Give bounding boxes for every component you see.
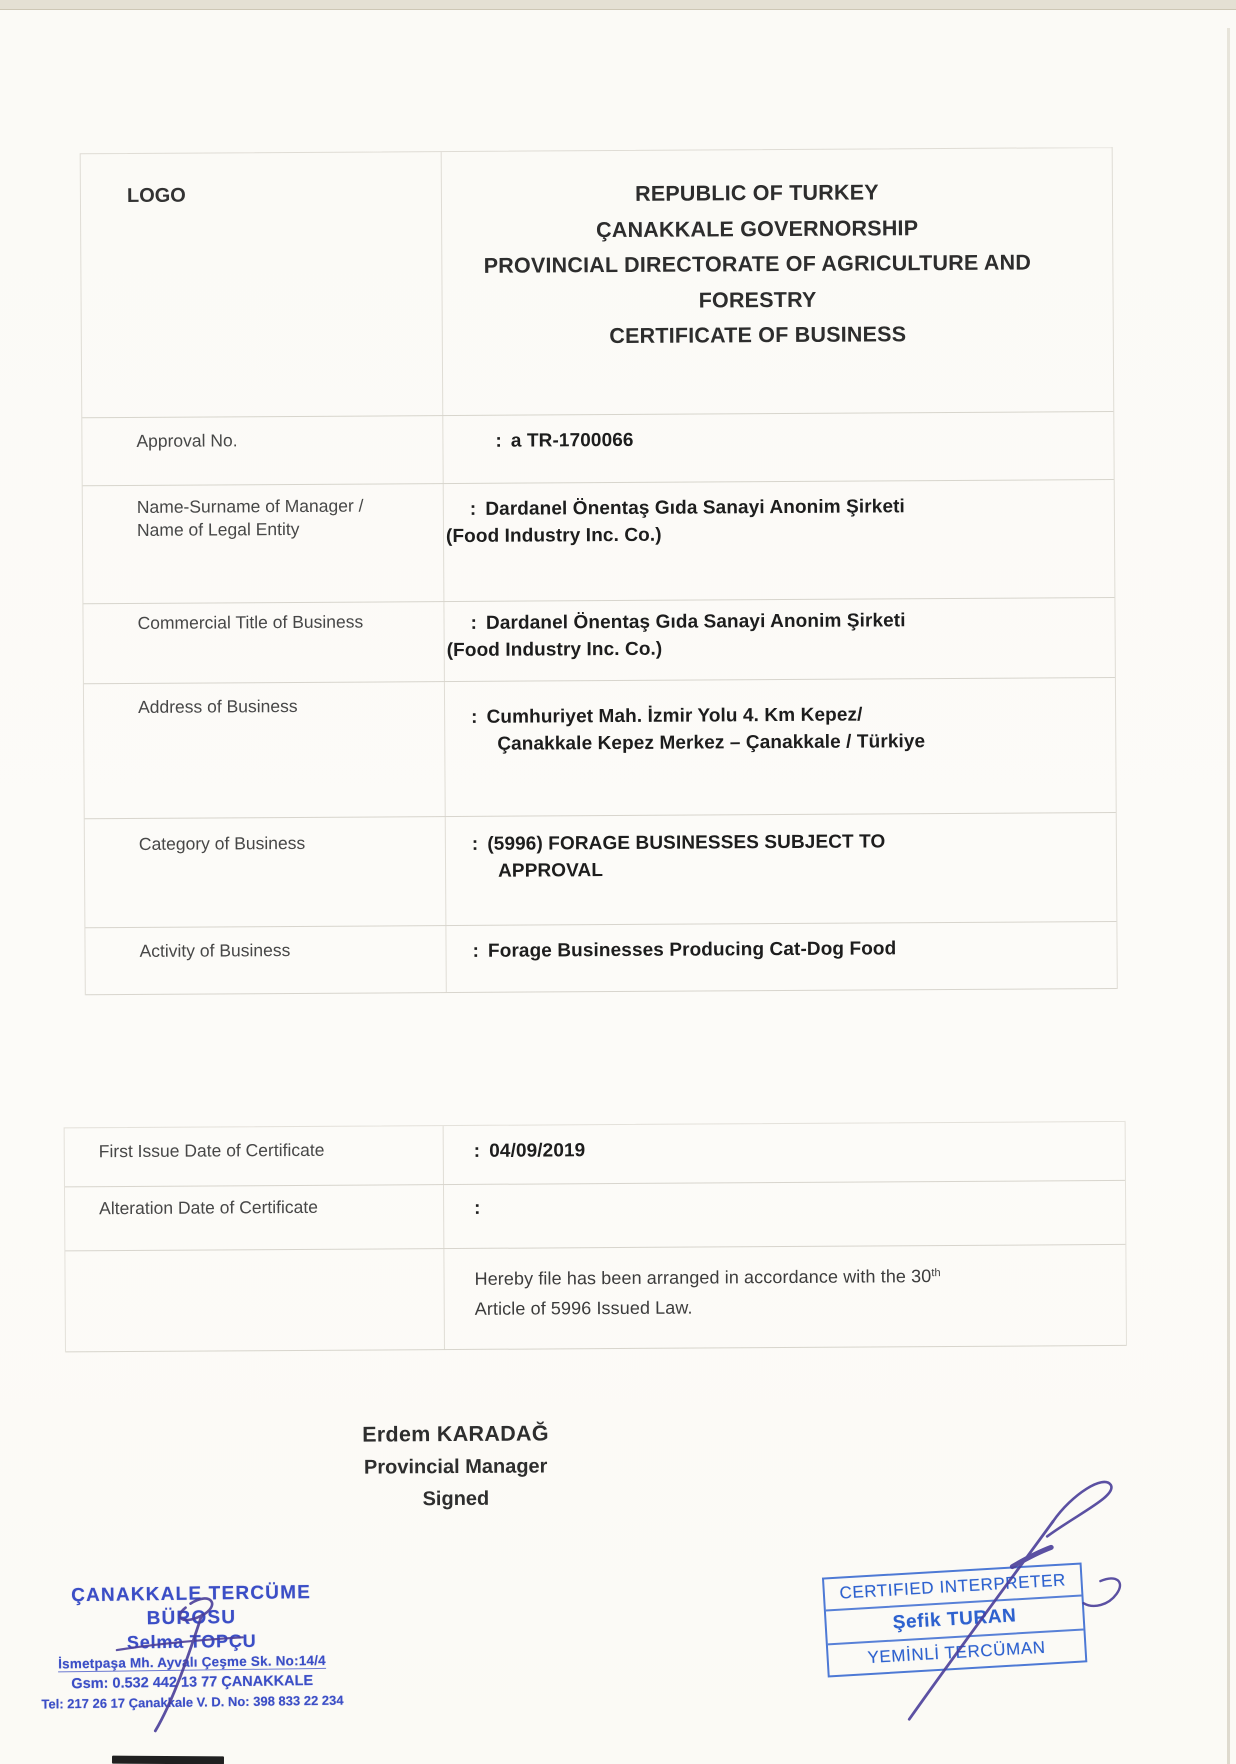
field-row-category xyxy=(85,813,1117,928)
logo-placeholder: LOGO xyxy=(126,184,186,207)
field-label: Commercial Title of Business xyxy=(137,611,364,633)
legal-note-cell xyxy=(443,1245,1126,1349)
field-value-text: Dardanel Önentaş Gıda Sanayi Anonim Şirketi xyxy=(485,496,905,520)
field-value-text: APPROVAL xyxy=(498,860,604,882)
field-value-text: (5996) FORAGE BUSINESSES SUBJECT TO xyxy=(487,831,886,855)
field-row-address xyxy=(84,678,1116,819)
document-title xyxy=(441,148,1114,415)
translator-gsm: Gsm: 0.532 442 13 77 ÇANAKKALE xyxy=(71,1673,314,1693)
translator-address-text: İsmetpaşa Mh. Ayvalı Çeşme Sk. No:14/4 xyxy=(58,1652,326,1672)
field-label: Address of Business xyxy=(137,695,298,717)
colon: : xyxy=(472,940,480,962)
legal-note xyxy=(474,1257,1119,1324)
translator-name: Selma TOPÇU xyxy=(126,1630,257,1653)
field-row-activity xyxy=(85,922,1116,995)
colon: : xyxy=(495,430,502,452)
ordinal-superscript: th xyxy=(931,1267,941,1280)
field-label: First Issue Date of Certificate xyxy=(98,1139,325,1162)
field-label: Category of Business xyxy=(138,832,306,854)
colon: : xyxy=(470,612,478,634)
title-line: PROVINCIAL DIRECTORATE OF AGRICULTURE AND xyxy=(483,250,1032,278)
field-label: Approval No. xyxy=(136,430,238,451)
translator-stamp xyxy=(26,1580,358,1714)
title-line: CERTIFICATE OF BUSINESS xyxy=(609,322,907,349)
colon: : xyxy=(469,498,477,520)
field-row-first-issue-date xyxy=(65,1122,1125,1187)
legal-note-line: Article of 5996 Issued Law. xyxy=(474,1297,693,1319)
translator-tel: Tel: 217 26 17 Çanakkale V. D. No: 398 833 22 234 xyxy=(41,1692,344,1712)
interpreter-stamp xyxy=(822,1562,1087,1677)
header-row xyxy=(81,148,1114,418)
field-label: Name-Surname of Manager / Name of Legal Entity xyxy=(136,495,364,540)
scan-artifact-mark xyxy=(112,1756,224,1764)
field-value-text: Çanakkale Kepez Merkez – Çanakkale / Türkiye xyxy=(497,731,926,755)
field-row-commercial-title xyxy=(83,598,1114,684)
field-value-text: Cumhuriyet Mah. İzmir Yolu 4. Km Kepez/ xyxy=(486,704,863,728)
legal-note-row xyxy=(65,1245,1126,1352)
title-line: FORESTRY xyxy=(698,287,817,313)
colon: : xyxy=(473,1140,481,1162)
title-line: ÇANAKKALE GOVERNORSHIP xyxy=(595,215,919,242)
field-value xyxy=(443,1122,1125,1184)
signatory-block xyxy=(295,1416,616,1516)
field-value xyxy=(445,813,1117,925)
colon: : xyxy=(471,833,479,855)
field-row-manager-name xyxy=(83,480,1115,604)
translator-office: ÇANAKKALE TERCÜME BÜROSU xyxy=(70,1582,312,1630)
field-label: Activity of Business xyxy=(139,940,291,961)
certificate-table xyxy=(80,147,1118,995)
interpreter-name: Şefik TURAN xyxy=(826,1595,1084,1646)
field-value xyxy=(443,480,1115,601)
field-value-text: Forage Businesses Producing Cat-Dog Food xyxy=(487,938,897,962)
interpreter-stamp-title: CERTIFIED INTERPRETER xyxy=(838,1570,1067,1603)
field-value-text: (Food Industry Inc. Co.) xyxy=(446,638,663,662)
field-row-approval-no xyxy=(82,412,1113,486)
field-label: Alteration Date of Certificate xyxy=(99,1196,319,1219)
colon: : xyxy=(474,1197,481,1219)
field-value xyxy=(445,922,1116,992)
colon: : xyxy=(471,706,478,728)
interpreter-stamp-subtitle: YEMİNLİ TERCÜMAN xyxy=(866,1637,1047,1668)
field-value xyxy=(443,598,1114,681)
field-value xyxy=(442,412,1113,483)
field-value xyxy=(444,678,1116,816)
signatory-name: Erdem KARADAĞ xyxy=(362,1421,549,1447)
field-value-text: (Food Industry Inc. Co.) xyxy=(445,524,662,548)
field-value-text: a TR-1700066 xyxy=(510,429,634,452)
title-line: REPUBLIC OF TURKEY xyxy=(634,180,879,206)
field-value xyxy=(443,1181,1125,1248)
empty-label-cell xyxy=(65,1249,444,1351)
legal-note-line: Hereby file has been arranged in accordance with the 30 xyxy=(474,1266,932,1289)
field-value-text: Dardanel Önentaş Gıda Sanayi Anonim Şirketi xyxy=(485,610,906,634)
dates-table xyxy=(64,1121,1127,1352)
logo-cell xyxy=(81,152,443,417)
signed-label: Signed xyxy=(422,1487,490,1511)
field-value-text: 04/09/2019 xyxy=(489,1140,586,1162)
signatory-title: Provincial Manager xyxy=(363,1455,548,1479)
field-row-alteration-date xyxy=(65,1181,1125,1251)
